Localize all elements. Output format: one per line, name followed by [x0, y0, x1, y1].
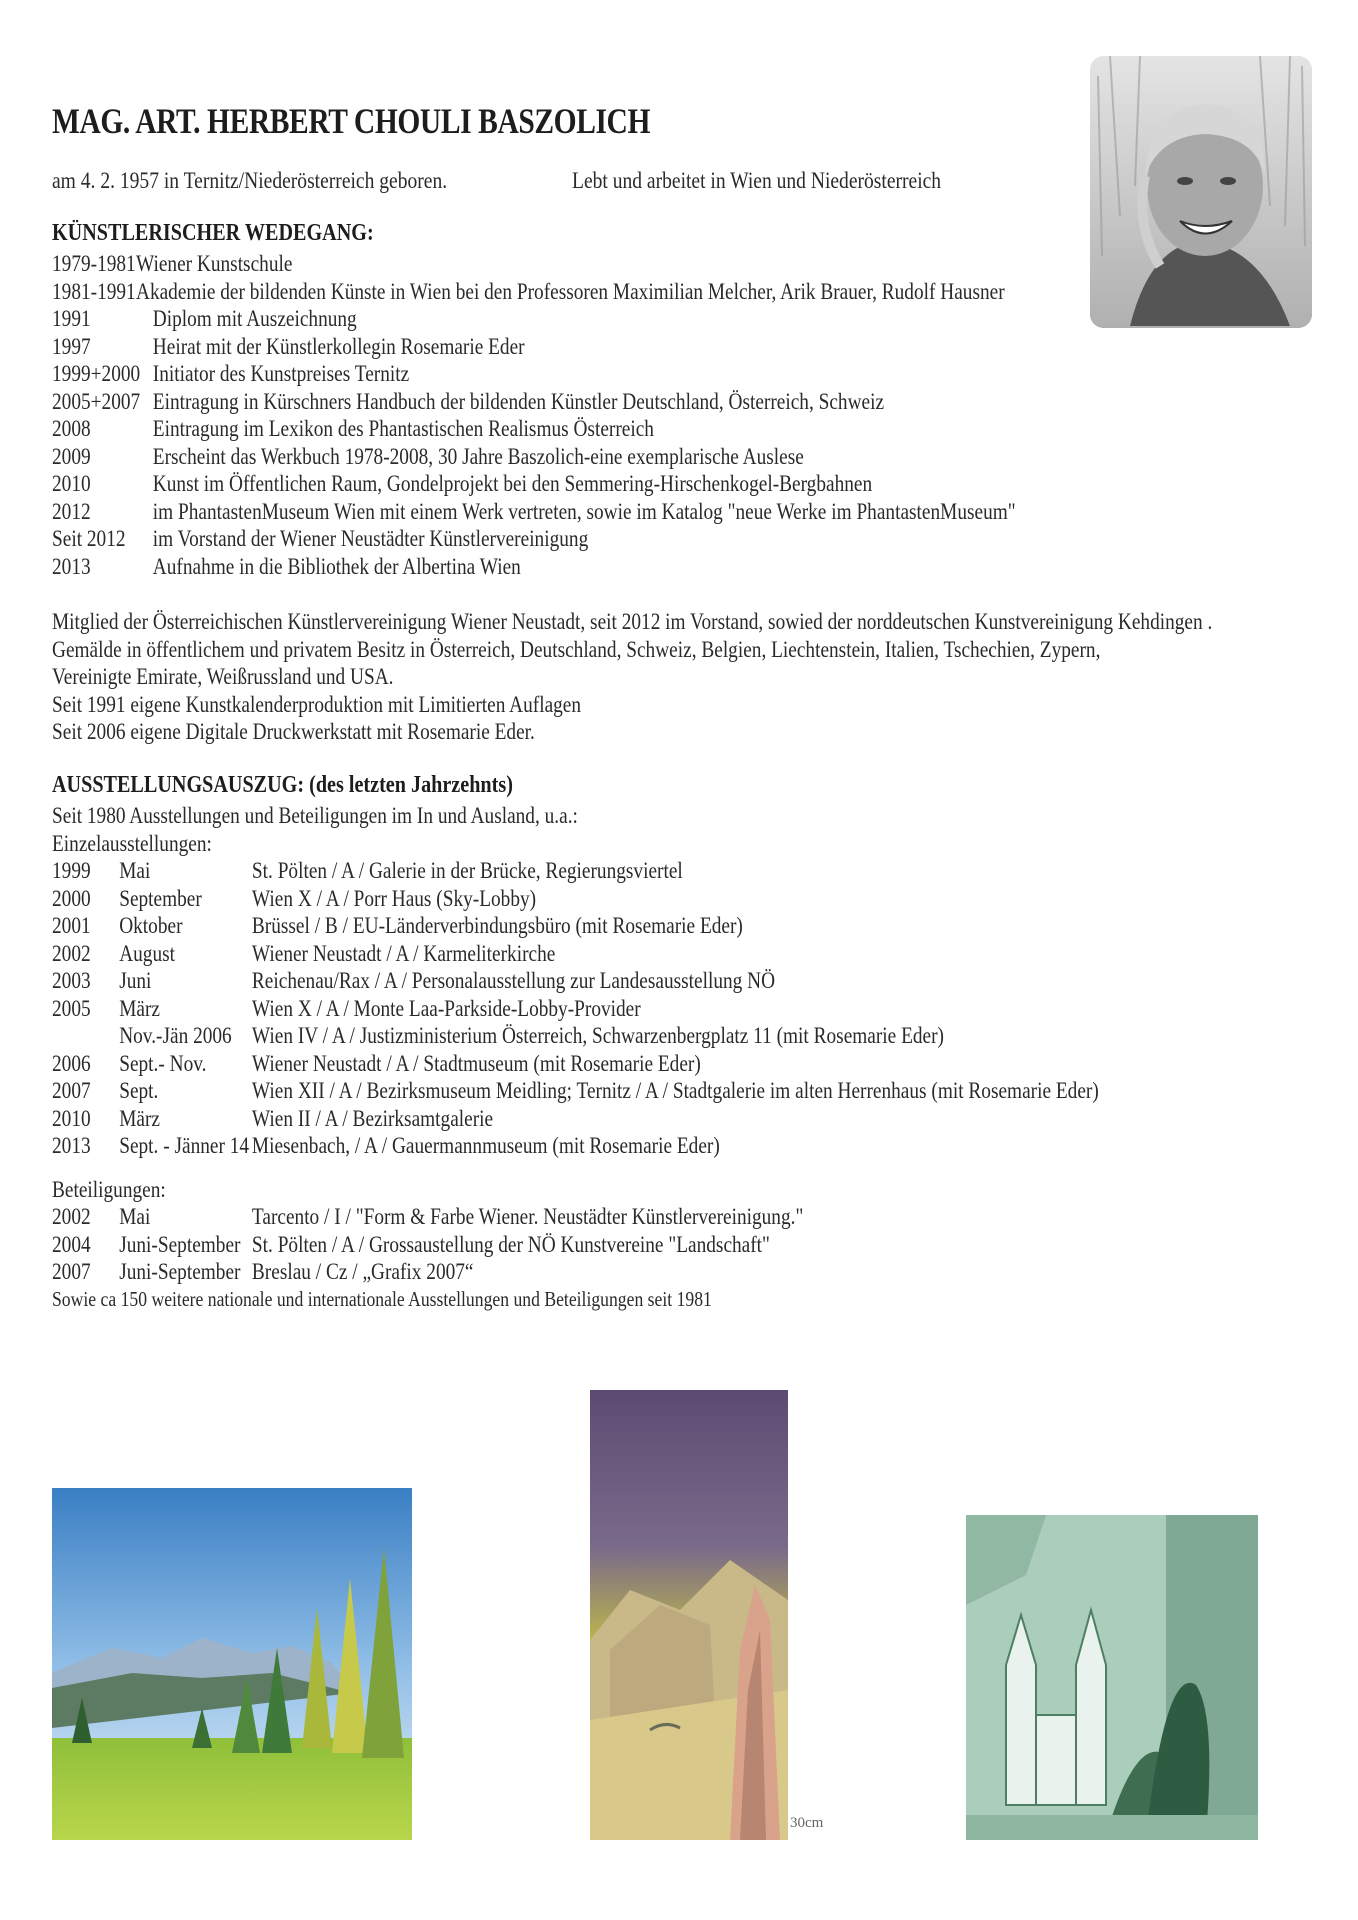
artwork-size-caption: 30cm	[790, 1815, 824, 1831]
solo-exhibition-row: Nov.-Jän 2006 Wien IV / A / Justizministerium Österreich, Schwarzenbergplatz 11 (mit Rosemarie Eder)	[119, 1023, 944, 1048]
solo-exhibition-row: 2002 August Wiener Neustadt / A / Karmeliterkirche	[52, 940, 556, 966]
career-item: 2010 Kunst im Öffentlichen Raum, Gondelprojekt bei den Semmering-Hirschenkogel-Bergbahnen	[52, 471, 873, 496]
exhibitions-intro: Seit 1980 Ausstellungen und Beteiligungen im In und Ausland, u.a.:	[52, 803, 578, 828]
career-list	[52, 250, 1077, 580]
exhibitions-heading: AUSSTELLUNGSAUSZUG: (des letzten Jahrzehnts)	[52, 772, 513, 798]
career-item: 2005+2007 Eintragung in Kürschners Handbuch der bildenden Künstler Deutschland, Österreich, Schweiz	[52, 388, 885, 414]
artwork-church-etching	[966, 1515, 1258, 1840]
exhibitions-closing: Sowie ca 150 weitere nationale und internationale Ausstellungen und Beteiligungen seit 1981	[52, 1286, 712, 1311]
career-item: 2009 Erscheint das Werkbuch 1978-2008, 30 Jahre Baszolich-eine exemplarische Auslese	[52, 443, 804, 469]
exhibitions-block	[52, 802, 1099, 1313]
artist-portrait	[1090, 56, 1312, 328]
career-item: 1991 Diplom mit Auszeichnung	[52, 306, 357, 331]
career-heading: KÜNSTLERISCHER WEDEGANG:	[52, 220, 374, 246]
group-label: Beteiligungen:	[52, 1176, 166, 1202]
group-exhibition-row: 2002 Mai Tarcento / I / "Form & Farbe Wiener. Neustädter Künstlervereinigung."	[52, 1204, 804, 1229]
solo-exhibition-row: 2003 Juni Reichenau/Rax / A / Personalausstellung zur Landesausstellung NÖ	[52, 968, 776, 993]
solo-exhibition-row: 2006 Sept.- Nov. Wiener Neustadt / A / Stadtmuseum (mit Rosemarie Eder)	[52, 1050, 701, 1076]
solo-exhibition-row: 2007 Sept. Wien XII / A / Bezirksmuseum Meidling; Ternitz / A / Stadtgalerie im alten Herrenhaus (mit Rosemarie Eder)	[52, 1078, 1099, 1103]
solo-exhibition-row: 2013 Sept. - Jänner 14 Miesenbach, / A / Gauermannmuseum (mit Rosemarie Eder)	[52, 1133, 720, 1158]
career-item: 2008 Eintragung im Lexikon des Phantastischen Realismus Österreich	[52, 416, 654, 441]
membership-paragraph: Mitglied der Österreichischen Künstlervereinigung Wiener Neustadt, seit 2012 im Vorstand, sowied der norddeutschen Kunstvereinigung Kehdingen . Gemälde in öffentlichem und privatem Besitz in Österreich, Deutschland, Schweiz, Belgien, Liechtenstein, Italien, Tschechien, Zypern, Vereinigte Emirate, Weißrussland und USA. Seit 1991 eigene Kunstkalenderproduktion mit Limitierten Auflagen Seit 2006 eigene Digitale Druckwerkstatt mit Rosemarie Eder.	[52, 609, 1213, 744]
solo-exhibition-row: 2005 März Wien X / A / Monte Laa-Parkside-Lobby-Provider	[52, 995, 641, 1021]
artwork-fantastic-landscape	[590, 1390, 788, 1840]
page-title: MAG. ART. HERBERT CHOULI BASZOLICH	[52, 101, 651, 141]
artwork-landscape	[52, 1488, 412, 1840]
solo-exhibition-row: 2001 Oktober Brüssel / B / EU-Länderverbindungsbüro (mit Rosemarie Eder)	[52, 913, 743, 938]
career-item: 2013 Aufnahme in die Bibliothek der Albertina Wien	[52, 553, 521, 579]
solo-exhibition-row: 1999 Mai St. Pölten / A / Galerie in der Brücke, Regierungsviertel	[52, 858, 683, 883]
birth-info: am 4. 2. 1957 in Ternitz/Niederösterreich geboren.	[52, 168, 448, 193]
solo-exhibition-row: 2000 September Wien X / A / Porr Haus (Sky-Lobby)	[52, 885, 537, 911]
career-item: 1997 Heirat mit der Künstlerkollegin Rosemarie Eder	[52, 333, 525, 359]
solo-label: Einzelausstellungen:	[52, 830, 212, 856]
career-item: 1979-1981 Wiener Kunstschule	[52, 251, 293, 276]
career-item: 1981-1991 Akademie der bildenden Künste in Wien bei den Professoren Maximilian Melcher, Arik Brauer, Rudolf Hausner	[52, 278, 1005, 304]
career-item: Seit 2012 im Vorstand der Wiener Neustädter Künstlervereinigung	[52, 526, 589, 551]
career-item: 2012 im PhantastenMuseum Wien mit einem Werk vertreten, sowie im Katalog "neue Werke im PhantastenMuseum"	[52, 498, 1016, 524]
solo-exhibition-row: 2010 März Wien II / A / Bezirksamtgalerie	[52, 1105, 494, 1131]
group-exhibition-row: 2004 Juni-September St. Pölten / A / Grossaustellung der NÖ Kunstvereine "Landschaft"	[52, 1231, 770, 1257]
career-item: 1999+2000 Initiator des Kunstpreises Ternitz	[52, 361, 410, 386]
residence-info: Lebt und arbeitet in Wien und Niederösterreich	[572, 168, 942, 193]
group-exhibition-row: 2007 Juni-September Breslau / Cz / „Grafix 2007“	[52, 1259, 474, 1284]
